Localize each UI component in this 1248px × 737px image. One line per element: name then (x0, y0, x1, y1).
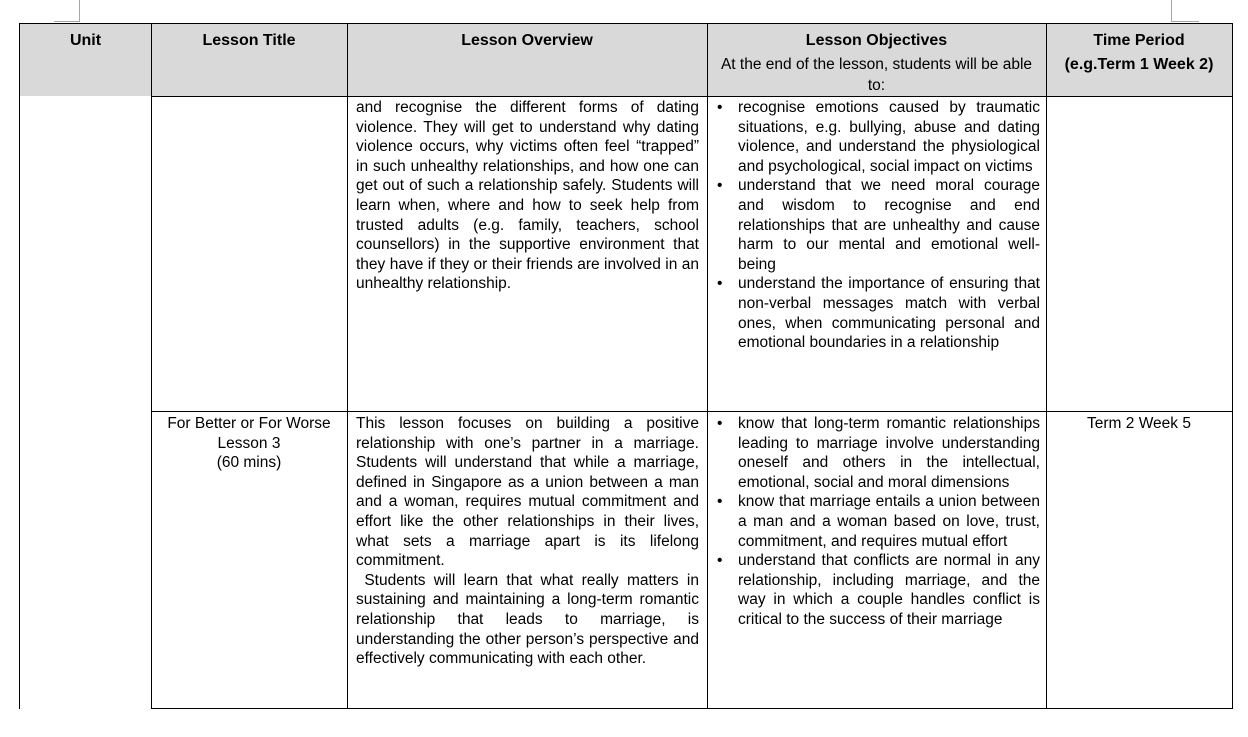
list-item: • understand that conflicts are normal in any relationship, including marriage, and the way in which a couple handles conflict is critical to the success of their marriage (710, 551, 1040, 629)
row1-objectives-list (710, 98, 1040, 353)
row2-time-period (1046, 414, 1232, 434)
list-item: • understand the importance of ensuring that non-verbal messages match with verbal ones, when communicating personal and emotional boundaries in a relationship (710, 274, 1040, 352)
row2-overview (356, 414, 704, 669)
row2-objectives (710, 414, 1040, 630)
row2-title-line3: (60 mins) (216, 454, 282, 472)
header-lesson-objectives-sub: At the end of the lesson, students will be able to: (720, 56, 1033, 94)
table-border (19, 23, 1233, 24)
row2-title-line1: For Better or For Worse (167, 415, 331, 432)
header-unit (20, 24, 151, 96)
row2-lesson-title (151, 414, 347, 473)
table-border (1232, 23, 1233, 709)
crop-mark (79, 0, 80, 22)
crop-mark (1171, 21, 1199, 22)
header-unit-label: Unit (69, 32, 102, 49)
list-item: • know that long-term romantic relationships leading to marriage involve understanding oneself and others in the intellectual, emotional, social and moral dimensions (710, 414, 1040, 492)
table-border (151, 708, 1233, 709)
row2-objectives-list (710, 414, 1040, 630)
header-lesson-title (151, 24, 347, 96)
table-border (151, 411, 1233, 412)
header-lesson-title-label: Lesson Title (202, 32, 296, 49)
header-lesson-overview (347, 24, 707, 96)
row1-overview-text: and recognise the different forms of dating violence. They will get to understand why dating violence occurs, why victims often feel “trapped” in such unhealthy relationships, and how one can get out of such a relationship safely. Students will learn when, where and how to seek help from trusted adults (e.g. family, teachers, school counsellors) in the supportive environment that they have if they or their friends are involved in an unhealthy relationship. (356, 99, 699, 293)
list-item: • know that marriage entails a union between a man and a woman based on love, trust, commitment, and requires mutual effort (710, 492, 1040, 551)
row2-overview-p1: This lesson focuses on building a positive relationship with one’s partner in a marriage. Students will understand that while a marriage, defined in Singapore as a union between a man and a woman, requires mutual commitment and effort like the other relationships in their lives, what sets a marriage apart is its lifelong commitment. (356, 415, 699, 570)
header-time-period-sub: (e.g.Term 1 Week 2) (1064, 56, 1214, 73)
header-lesson-objectives (707, 24, 1046, 96)
table-border (151, 96, 1233, 97)
table-border (1046, 23, 1047, 709)
crop-mark (54, 21, 80, 22)
row2-time-period-text: Term 2 Week 5 (1087, 415, 1191, 432)
crop-mark (1171, 0, 1172, 22)
header-time-period-label: Time Period (1093, 32, 1185, 49)
table-border (19, 23, 20, 709)
header-time-period (1046, 24, 1232, 96)
table-border (151, 23, 152, 709)
row2-title-line2: Lesson 3 (217, 434, 281, 452)
table-border (347, 23, 348, 709)
header-lesson-overview-label: Lesson Overview (461, 32, 593, 49)
header-lesson-objectives-label: Lesson Objectives (805, 32, 948, 49)
row2-overview-p2: Students will learn that what really matters in sustaining and maintaining a long-term romantic relationship that leads to marriage, is understanding the other person’s perspective and effectively communicating with each other. (356, 571, 704, 668)
row1-overview (356, 98, 699, 294)
table-border (707, 23, 708, 709)
row1-objectives (710, 98, 1040, 353)
list-item: • understand that we need moral courage and wisdom to recognise and end relationships that are unhealthy and cause harm to our mental and emotional well-being (710, 176, 1040, 274)
list-item: • recognise emotions caused by traumatic situations, e.g. bullying, abuse and dating violence, and understand the physiological and psychological, social impact on victims (710, 98, 1040, 176)
